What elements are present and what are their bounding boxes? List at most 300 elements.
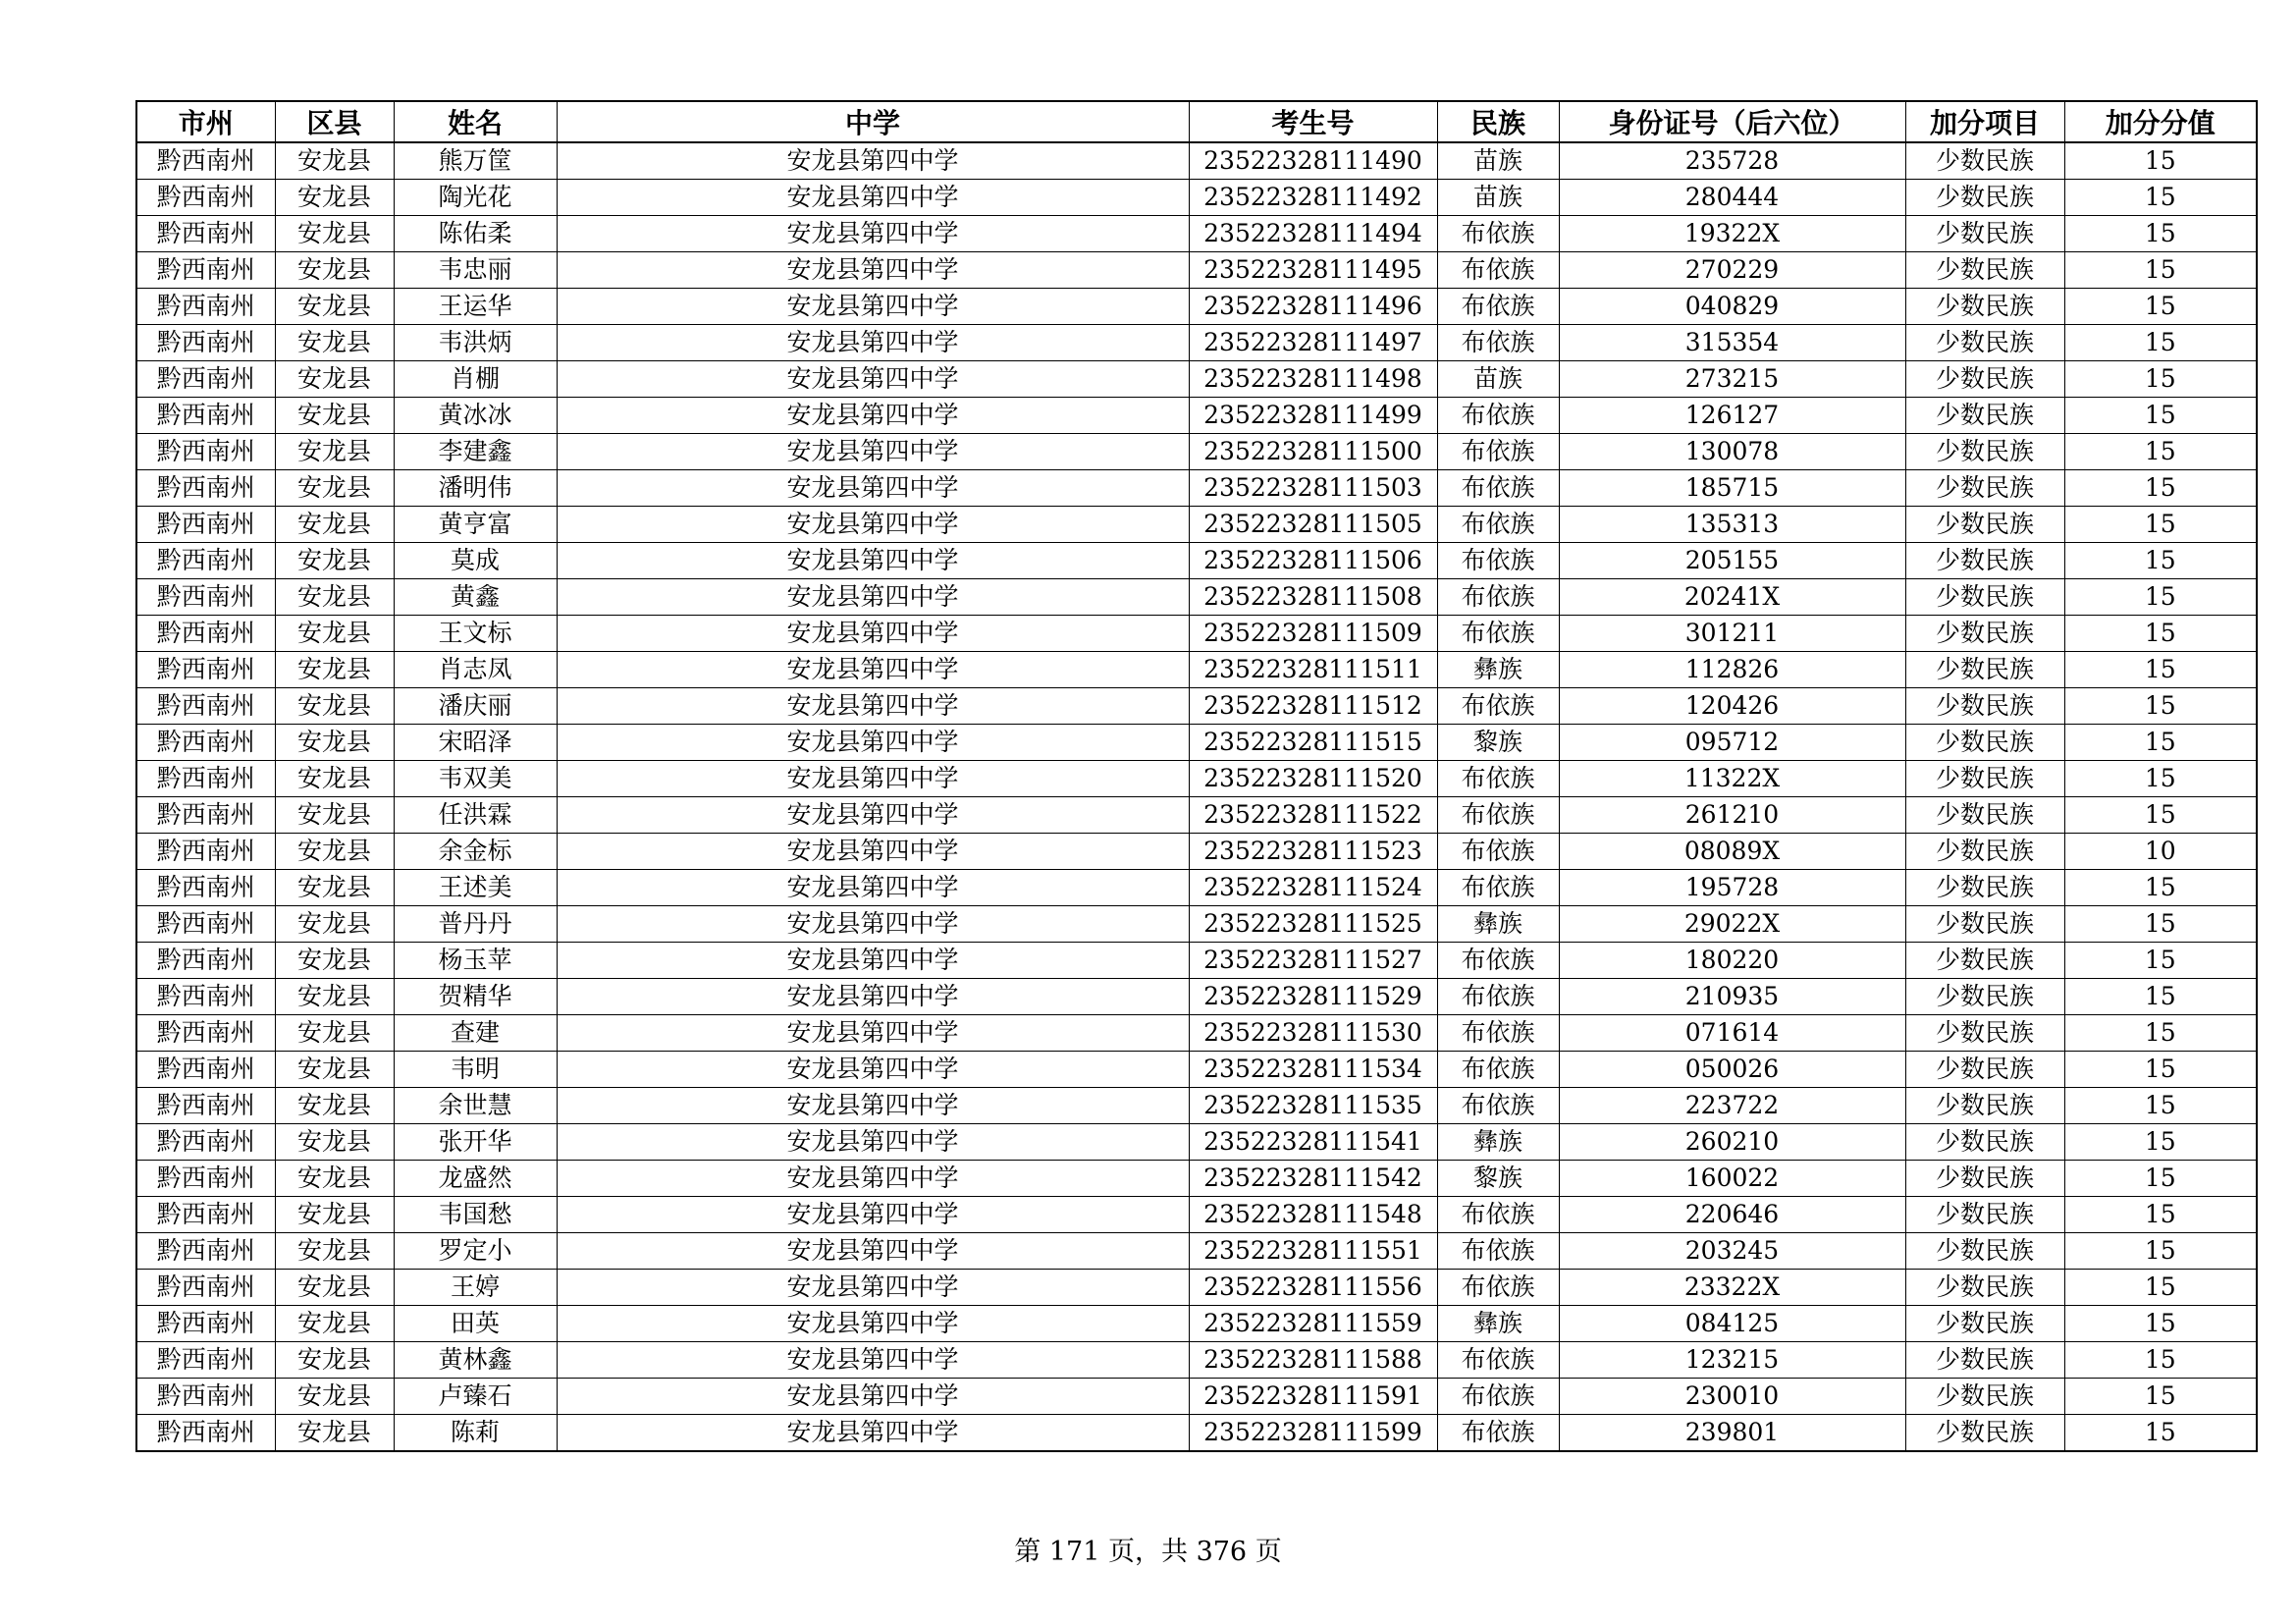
exam-number-cell: 23522328111588	[1189, 1342, 1437, 1379]
table-row	[136, 1306, 2257, 1342]
bonus-item-cell: 少数民族	[1905, 1233, 2064, 1270]
header-name: 姓名	[394, 101, 557, 142]
county-cell: 安龙县	[275, 1088, 394, 1124]
county-cell: 安龙县	[275, 434, 394, 470]
ethnicity-cell: 布依族	[1437, 761, 1559, 797]
bonus-item-cell: 少数民族	[1905, 142, 2064, 180]
table-body	[136, 142, 2257, 1451]
bonus-item-cell: 少数民族	[1905, 1015, 2064, 1052]
city-cell: 黔西南州	[136, 979, 275, 1015]
ethnicity-cell: 布依族	[1437, 579, 1559, 616]
id-last-six-cell: 084125	[1559, 1306, 1905, 1342]
exam-number-cell: 23522328111559	[1189, 1306, 1437, 1342]
bonus-points-cell: 15	[2064, 1415, 2257, 1452]
name-cell: 熊万筐	[394, 142, 557, 180]
table-row	[136, 289, 2257, 325]
exam-number-cell: 23522328111541	[1189, 1124, 1437, 1161]
school-cell: 安龙县第四中学	[557, 1379, 1189, 1415]
name-cell: 黄林鑫	[394, 1342, 557, 1379]
city-cell: 黔西南州	[136, 797, 275, 834]
bonus-item-cell: 少数民族	[1905, 180, 2064, 216]
exam-number-cell: 23522328111530	[1189, 1015, 1437, 1052]
ethnicity-cell: 布依族	[1437, 1379, 1559, 1415]
name-cell: 莫成	[394, 543, 557, 579]
name-cell: 贺精华	[394, 979, 557, 1015]
city-cell: 黔西南州	[136, 398, 275, 434]
bonus-points-cell: 15	[2064, 398, 2257, 434]
table-row	[136, 180, 2257, 216]
id-last-six-cell: 112826	[1559, 652, 1905, 688]
school-cell: 安龙县第四中学	[557, 906, 1189, 943]
school-cell: 安龙县第四中学	[557, 1088, 1189, 1124]
county-cell: 安龙县	[275, 725, 394, 761]
id-last-six-cell: 050026	[1559, 1052, 1905, 1088]
id-last-six-cell: 210935	[1559, 979, 1905, 1015]
school-cell: 安龙县第四中学	[557, 761, 1189, 797]
id-last-six-cell: 195728	[1559, 870, 1905, 906]
ethnicity-cell: 布依族	[1437, 470, 1559, 507]
city-cell: 黔西南州	[136, 1015, 275, 1052]
bonus-points-cell: 15	[2064, 216, 2257, 252]
city-cell: 黔西南州	[136, 870, 275, 906]
bonus-item-cell: 少数民族	[1905, 725, 2064, 761]
page-number: 第 171 页，共 376 页	[1014, 1537, 1282, 1567]
school-cell: 安龙县第四中学	[557, 797, 1189, 834]
id-last-six-cell: 273215	[1559, 361, 1905, 398]
name-cell: 张开华	[394, 1124, 557, 1161]
bonus-points-cell: 15	[2064, 870, 2257, 906]
name-cell: 宋昭泽	[394, 725, 557, 761]
county-cell: 安龙县	[275, 142, 394, 180]
id-last-six-cell: 223722	[1559, 1088, 1905, 1124]
county-cell: 安龙县	[275, 616, 394, 652]
exam-number-cell: 23522328111520	[1189, 761, 1437, 797]
city-cell: 黔西南州	[136, 906, 275, 943]
table-row	[136, 1197, 2257, 1233]
school-cell: 安龙县第四中学	[557, 142, 1189, 180]
bonus-points-cell: 15	[2064, 1197, 2257, 1233]
county-cell: 安龙县	[275, 906, 394, 943]
id-last-six-cell: 130078	[1559, 434, 1905, 470]
id-last-six-cell: 11322X	[1559, 761, 1905, 797]
id-last-six-cell: 280444	[1559, 180, 1905, 216]
bonus-points-cell: 15	[2064, 1015, 2257, 1052]
school-cell: 安龙县第四中学	[557, 252, 1189, 289]
ethnicity-cell: 彝族	[1437, 1124, 1559, 1161]
bonus-points-cell: 15	[2064, 1306, 2257, 1342]
id-last-six-cell: 23322X	[1559, 1270, 1905, 1306]
bonus-item-cell: 少数民族	[1905, 761, 2064, 797]
county-cell: 安龙县	[275, 1015, 394, 1052]
ethnicity-cell: 布依族	[1437, 1197, 1559, 1233]
exam-number-cell: 23522328111506	[1189, 543, 1437, 579]
county-cell: 安龙县	[275, 688, 394, 725]
id-last-six-cell: 185715	[1559, 470, 1905, 507]
exam-number-cell: 23522328111512	[1189, 688, 1437, 725]
exam-number-cell: 23522328111495	[1189, 252, 1437, 289]
bonus-points-cell: 15	[2064, 252, 2257, 289]
bonus-item-cell: 少数民族	[1905, 1124, 2064, 1161]
bonus-points-cell: 15	[2064, 1233, 2257, 1270]
ethnicity-cell: 黎族	[1437, 725, 1559, 761]
name-cell: 王运华	[394, 289, 557, 325]
table-row	[136, 434, 2257, 470]
school-cell: 安龙县第四中学	[557, 470, 1189, 507]
ethnicity-cell: 布依族	[1437, 1342, 1559, 1379]
school-cell: 安龙县第四中学	[557, 1124, 1189, 1161]
school-cell: 安龙县第四中学	[557, 834, 1189, 870]
bonus-points-cell: 15	[2064, 797, 2257, 834]
ethnicity-cell: 彝族	[1437, 1306, 1559, 1342]
city-cell: 黔西南州	[136, 1197, 275, 1233]
bonus-points-cell: 15	[2064, 289, 2257, 325]
bonus-item-cell: 少数民族	[1905, 507, 2064, 543]
county-cell: 安龙县	[275, 361, 394, 398]
bonus-item-cell: 少数民族	[1905, 1415, 2064, 1452]
name-cell: 王文标	[394, 616, 557, 652]
bonus-item-cell: 少数民族	[1905, 1270, 2064, 1306]
ethnicity-cell: 布依族	[1437, 616, 1559, 652]
table-header	[136, 101, 2257, 142]
exam-number-cell: 23522328111505	[1189, 507, 1437, 543]
name-cell: 韦国愁	[394, 1197, 557, 1233]
id-last-six-cell: 220646	[1559, 1197, 1905, 1233]
bonus-item-cell: 少数民族	[1905, 797, 2064, 834]
bonus-points-cell: 15	[2064, 434, 2257, 470]
bonus-item-cell: 少数民族	[1905, 216, 2064, 252]
county-cell: 安龙县	[275, 1342, 394, 1379]
name-cell: 王述美	[394, 870, 557, 906]
name-cell: 黄冰冰	[394, 398, 557, 434]
ethnicity-cell: 布依族	[1437, 507, 1559, 543]
county-cell: 安龙县	[275, 943, 394, 979]
bonus-points-cell: 15	[2064, 1052, 2257, 1088]
city-cell: 黔西南州	[136, 1161, 275, 1197]
table-row	[136, 943, 2257, 979]
bonus-points-cell: 15	[2064, 652, 2257, 688]
name-cell: 卢臻石	[394, 1379, 557, 1415]
exam-number-cell: 23522328111497	[1189, 325, 1437, 361]
bonus-points-cell: 15	[2064, 906, 2257, 943]
table-row	[136, 761, 2257, 797]
header-school: 中学	[557, 101, 1189, 142]
bonus-item-cell: 少数民族	[1905, 289, 2064, 325]
school-cell: 安龙县第四中学	[557, 943, 1189, 979]
bonus-points-cell: 15	[2064, 142, 2257, 180]
id-last-six-cell: 260210	[1559, 1124, 1905, 1161]
school-cell: 安龙县第四中学	[557, 1233, 1189, 1270]
bonus-item-cell: 少数民族	[1905, 616, 2064, 652]
ethnicity-cell: 布依族	[1437, 325, 1559, 361]
bonus-item-cell: 少数民族	[1905, 1306, 2064, 1342]
county-cell: 安龙县	[275, 652, 394, 688]
bonus-item-cell: 少数民族	[1905, 1342, 2064, 1379]
name-cell: 余世慧	[394, 1088, 557, 1124]
school-cell: 安龙县第四中学	[557, 434, 1189, 470]
exam-number-cell: 23522328111492	[1189, 180, 1437, 216]
city-cell: 黔西南州	[136, 834, 275, 870]
bonus-item-cell: 少数民族	[1905, 398, 2064, 434]
bonus-points-cell: 15	[2064, 470, 2257, 507]
ethnicity-cell: 彝族	[1437, 906, 1559, 943]
bonus-points-cell: 15	[2064, 579, 2257, 616]
school-cell: 安龙县第四中学	[557, 289, 1189, 325]
county-cell: 安龙县	[275, 579, 394, 616]
table-row	[136, 579, 2257, 616]
school-cell: 安龙县第四中学	[557, 1052, 1189, 1088]
name-cell: 陶光花	[394, 180, 557, 216]
table-row	[136, 1015, 2257, 1052]
bonus-item-cell: 少数民族	[1905, 834, 2064, 870]
bonus-item-cell: 少数民族	[1905, 1088, 2064, 1124]
bonus-item-cell: 少数民族	[1905, 434, 2064, 470]
table-row	[136, 361, 2257, 398]
school-cell: 安龙县第四中学	[557, 325, 1189, 361]
table-row	[136, 725, 2257, 761]
name-cell: 普丹丹	[394, 906, 557, 943]
name-cell: 李建鑫	[394, 434, 557, 470]
ethnicity-cell: 布依族	[1437, 1233, 1559, 1270]
county-cell: 安龙县	[275, 543, 394, 579]
city-cell: 黔西南州	[136, 1088, 275, 1124]
city-cell: 黔西南州	[136, 180, 275, 216]
city-cell: 黔西南州	[136, 434, 275, 470]
name-cell: 杨玉苹	[394, 943, 557, 979]
name-cell: 陈莉	[394, 1415, 557, 1452]
ethnicity-cell: 布依族	[1437, 943, 1559, 979]
ranking-table	[135, 100, 2258, 1452]
county-cell: 安龙县	[275, 507, 394, 543]
county-cell: 安龙县	[275, 180, 394, 216]
school-cell: 安龙县第四中学	[557, 1342, 1189, 1379]
city-cell: 黔西南州	[136, 688, 275, 725]
table-row	[136, 906, 2257, 943]
bonus-item-cell: 少数民族	[1905, 943, 2064, 979]
school-cell: 安龙县第四中学	[557, 361, 1189, 398]
id-last-six-cell: 071614	[1559, 1015, 1905, 1052]
table-row	[136, 1270, 2257, 1306]
id-last-six-cell: 203245	[1559, 1233, 1905, 1270]
city-cell: 黔西南州	[136, 1379, 275, 1415]
ethnicity-cell: 布依族	[1437, 1270, 1559, 1306]
table-row	[136, 142, 2257, 180]
name-cell: 黄亨富	[394, 507, 557, 543]
table-row	[136, 834, 2257, 870]
id-last-six-cell: 20241X	[1559, 579, 1905, 616]
bonus-points-cell: 15	[2064, 761, 2257, 797]
ethnicity-cell: 布依族	[1437, 543, 1559, 579]
bonus-points-cell: 15	[2064, 1124, 2257, 1161]
ethnicity-cell: 布依族	[1437, 216, 1559, 252]
bonus-points-cell: 15	[2064, 616, 2257, 652]
county-cell: 安龙县	[275, 325, 394, 361]
city-cell: 黔西南州	[136, 579, 275, 616]
city-cell: 黔西南州	[136, 1052, 275, 1088]
ethnicity-cell: 布依族	[1437, 398, 1559, 434]
county-cell: 安龙县	[275, 761, 394, 797]
ethnicity-cell: 布依族	[1437, 1088, 1559, 1124]
name-cell: 潘明伟	[394, 470, 557, 507]
bonus-points-cell: 15	[2064, 943, 2257, 979]
city-cell: 黔西南州	[136, 216, 275, 252]
table-row	[136, 652, 2257, 688]
id-last-six-cell: 123215	[1559, 1342, 1905, 1379]
school-cell: 安龙县第四中学	[557, 688, 1189, 725]
bonus-item-cell: 少数民族	[1905, 579, 2064, 616]
bonus-item-cell: 少数民族	[1905, 543, 2064, 579]
bonus-item-cell: 少数民族	[1905, 470, 2064, 507]
county-cell: 安龙县	[275, 1052, 394, 1088]
county-cell: 安龙县	[275, 834, 394, 870]
id-last-six-cell: 120426	[1559, 688, 1905, 725]
exam-number-cell: 23522328111556	[1189, 1270, 1437, 1306]
school-cell: 安龙县第四中学	[557, 1306, 1189, 1342]
id-last-six-cell: 315354	[1559, 325, 1905, 361]
exam-number-cell: 23522328111525	[1189, 906, 1437, 943]
ethnicity-cell: 彝族	[1437, 652, 1559, 688]
exam-number-cell: 23522328111527	[1189, 943, 1437, 979]
school-cell: 安龙县第四中学	[557, 180, 1189, 216]
county-cell: 安龙县	[275, 289, 394, 325]
bonus-item-cell: 少数民族	[1905, 652, 2064, 688]
school-cell: 安龙县第四中学	[557, 543, 1189, 579]
city-cell: 黔西南州	[136, 1342, 275, 1379]
name-cell: 查建	[394, 1015, 557, 1052]
ethnicity-cell: 布依族	[1437, 979, 1559, 1015]
header-row	[136, 101, 2257, 142]
ethnicity-cell: 布依族	[1437, 688, 1559, 725]
exam-number-cell: 23522328111509	[1189, 616, 1437, 652]
ethnicity-cell: 布依族	[1437, 870, 1559, 906]
city-cell: 黔西南州	[136, 725, 275, 761]
table-row	[136, 1233, 2257, 1270]
exam-number-cell: 23522328111523	[1189, 834, 1437, 870]
school-cell: 安龙县第四中学	[557, 870, 1189, 906]
name-cell: 潘庆丽	[394, 688, 557, 725]
county-cell: 安龙县	[275, 1379, 394, 1415]
bonus-item-cell: 少数民族	[1905, 688, 2064, 725]
table-row	[136, 1088, 2257, 1124]
bonus-points-cell: 15	[2064, 725, 2257, 761]
table-row	[136, 470, 2257, 507]
school-cell: 安龙县第四中学	[557, 616, 1189, 652]
ethnicity-cell: 苗族	[1437, 180, 1559, 216]
exam-number-cell: 23522328111508	[1189, 579, 1437, 616]
exam-number-cell: 23522328111599	[1189, 1415, 1437, 1452]
county-cell: 安龙县	[275, 1270, 394, 1306]
exam-number-cell: 23522328111522	[1189, 797, 1437, 834]
exam-number-cell: 23522328111490	[1189, 142, 1437, 180]
id-last-six-cell: 135313	[1559, 507, 1905, 543]
id-last-six-cell: 180220	[1559, 943, 1905, 979]
exam-number-cell: 23522328111500	[1189, 434, 1437, 470]
table-row	[136, 398, 2257, 434]
table-row	[136, 252, 2257, 289]
school-cell: 安龙县第四中学	[557, 579, 1189, 616]
table-row	[136, 1124, 2257, 1161]
bonus-points-cell: 15	[2064, 180, 2257, 216]
id-last-six-cell: 270229	[1559, 252, 1905, 289]
name-cell: 肖棚	[394, 361, 557, 398]
id-last-six-cell: 235728	[1559, 142, 1905, 180]
ethnicity-cell: 布依族	[1437, 289, 1559, 325]
county-cell: 安龙县	[275, 1415, 394, 1452]
bonus-item-cell: 少数民族	[1905, 1052, 2064, 1088]
name-cell: 余金标	[394, 834, 557, 870]
exam-number-cell: 23522328111511	[1189, 652, 1437, 688]
name-cell: 韦明	[394, 1052, 557, 1088]
name-cell: 龙盛然	[394, 1161, 557, 1197]
bonus-points-cell: 15	[2064, 1379, 2257, 1415]
table-row	[136, 1052, 2257, 1088]
school-cell: 安龙县第四中学	[557, 507, 1189, 543]
ethnicity-cell: 布依族	[1437, 1415, 1559, 1452]
header-city: 市州	[136, 101, 275, 142]
name-cell: 任洪霖	[394, 797, 557, 834]
county-cell: 安龙县	[275, 797, 394, 834]
table-row	[136, 1342, 2257, 1379]
id-last-six-cell: 29022X	[1559, 906, 1905, 943]
county-cell: 安龙县	[275, 398, 394, 434]
city-cell: 黔西南州	[136, 1306, 275, 1342]
table-row	[136, 870, 2257, 906]
city-cell: 黔西南州	[136, 507, 275, 543]
city-cell: 黔西南州	[136, 1415, 275, 1452]
name-cell: 黄鑫	[394, 579, 557, 616]
bonus-item-cell: 少数民族	[1905, 1379, 2064, 1415]
school-cell: 安龙县第四中学	[557, 1415, 1189, 1452]
city-cell: 黔西南州	[136, 361, 275, 398]
exam-number-cell: 23522328111503	[1189, 470, 1437, 507]
bonus-item-cell: 少数民族	[1905, 870, 2064, 906]
bonus-item-cell: 少数民族	[1905, 906, 2064, 943]
exam-number-cell: 23522328111529	[1189, 979, 1437, 1015]
name-cell: 田英	[394, 1306, 557, 1342]
ethnicity-cell: 布依族	[1437, 834, 1559, 870]
id-last-six-cell: 040829	[1559, 289, 1905, 325]
bonus-points-cell: 15	[2064, 1161, 2257, 1197]
bonus-points-cell: 15	[2064, 325, 2257, 361]
name-cell: 王婷	[394, 1270, 557, 1306]
header-ethnicity: 民族	[1437, 101, 1559, 142]
county-cell: 安龙县	[275, 252, 394, 289]
county-cell: 安龙县	[275, 870, 394, 906]
county-cell: 安龙县	[275, 1197, 394, 1233]
exam-number-cell: 23522328111534	[1189, 1052, 1437, 1088]
city-cell: 黔西南州	[136, 1270, 275, 1306]
id-last-six-cell: 301211	[1559, 616, 1905, 652]
bonus-item-cell: 少数民族	[1905, 361, 2064, 398]
exam-number-cell: 23522328111515	[1189, 725, 1437, 761]
id-last-six-cell: 08089X	[1559, 834, 1905, 870]
city-cell: 黔西南州	[136, 943, 275, 979]
bonus-item-cell: 少数民族	[1905, 979, 2064, 1015]
id-last-six-cell: 126127	[1559, 398, 1905, 434]
county-cell: 安龙县	[275, 1124, 394, 1161]
bonus-points-cell: 15	[2064, 1342, 2257, 1379]
table-row	[136, 507, 2257, 543]
exam-number-cell: 23522328111548	[1189, 1197, 1437, 1233]
school-cell: 安龙县第四中学	[557, 398, 1189, 434]
exam-number-cell: 23522328111524	[1189, 870, 1437, 906]
ethnicity-cell: 苗族	[1437, 361, 1559, 398]
bonus-item-cell: 少数民族	[1905, 1161, 2064, 1197]
header-county: 区县	[275, 101, 394, 142]
id-last-six-cell: 239801	[1559, 1415, 1905, 1452]
city-cell: 黔西南州	[136, 470, 275, 507]
county-cell: 安龙县	[275, 470, 394, 507]
name-cell: 罗定小	[394, 1233, 557, 1270]
